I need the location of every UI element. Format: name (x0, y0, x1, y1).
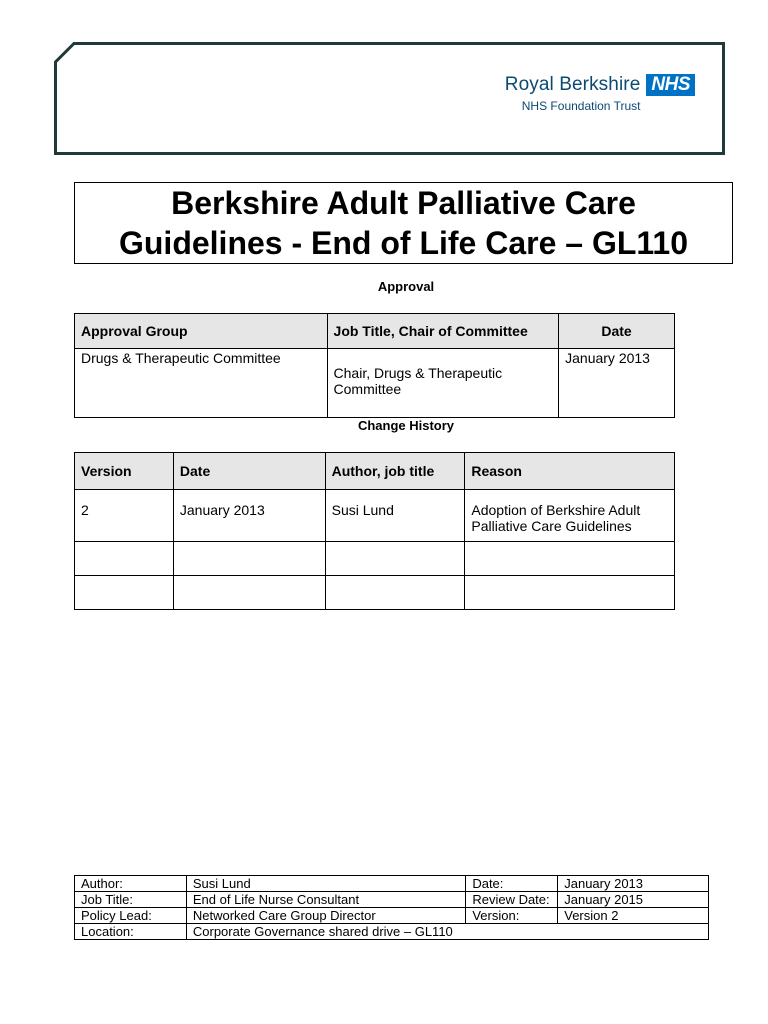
info-author-label: Author: (75, 876, 187, 892)
document-title (119, 183, 688, 263)
info-job-title-value: End of Life Nurse Consultant (186, 892, 465, 908)
approval-label: Approval (377, 279, 435, 294)
header-banner (54, 42, 725, 155)
nhs-badge: NHS (646, 74, 695, 96)
logo-org-name: Royal Berkshire (504, 74, 641, 95)
title-line-1: Berkshire Adult Palliative Care (171, 185, 636, 221)
info-row-job-title (75, 892, 709, 908)
approval-table (74, 313, 675, 418)
info-row-author (75, 876, 709, 892)
info-location-label: Location: (75, 924, 187, 940)
table-row-empty (75, 542, 675, 576)
history-header-date: Date (173, 453, 325, 490)
approval-job-title-cell: Chair, Drugs & Therapeutic Committee (327, 349, 559, 418)
approval-header-row (75, 314, 675, 349)
change-history-label: Change History (357, 418, 455, 433)
history-version-cell: 2 (75, 490, 174, 542)
info-row-policy-lead (75, 908, 709, 924)
info-date-label: Date: (466, 876, 558, 892)
document-title-box (74, 182, 733, 264)
info-review-label: Review Date: (466, 892, 558, 908)
approval-header-group: Approval Group (75, 314, 328, 349)
table-row (75, 490, 675, 542)
trust-logo (505, 74, 695, 113)
history-author-cell: Susi Lund (325, 490, 465, 542)
change-history-table (74, 452, 675, 610)
info-policy-lead-value: Networked Care Group Director (186, 908, 465, 924)
history-reason-cell: Adoption of Berkshire Adult Palliative Care Guidelines (465, 490, 675, 542)
approval-group-cell: Drugs & Therapeutic Committee (75, 349, 328, 418)
document-info-table (74, 875, 709, 940)
approval-date-cell: January 2013 (559, 349, 675, 418)
table-row-empty (75, 576, 675, 610)
info-location-value: Corporate Governance shared drive – GL110 (186, 924, 708, 940)
info-date-value: January 2013 (558, 876, 709, 892)
approval-header-job-title: Job Title, Chair of Committee (327, 314, 559, 349)
info-policy-lead-label: Policy Lead: (75, 908, 187, 924)
history-date-cell: January 2013 (173, 490, 325, 542)
info-version-label: Version: (466, 908, 558, 924)
approval-row (75, 349, 675, 418)
history-header-author: Author, job title (325, 453, 465, 490)
info-job-title-label: Job Title: (75, 892, 187, 908)
history-header-reason: Reason (465, 453, 675, 490)
history-header-version: Version (75, 453, 174, 490)
info-author-value: Susi Lund (186, 876, 465, 892)
title-line-2: Guidelines - End of Life Care – GL110 (118, 225, 689, 261)
logo-org-sub: NHS Foundation Trust (521, 99, 641, 113)
info-review-value: January 2015 (558, 892, 709, 908)
info-version-value: Version 2 (558, 908, 709, 924)
approval-header-date: Date (559, 314, 675, 349)
info-row-location (75, 924, 709, 940)
history-header-row (75, 453, 675, 490)
